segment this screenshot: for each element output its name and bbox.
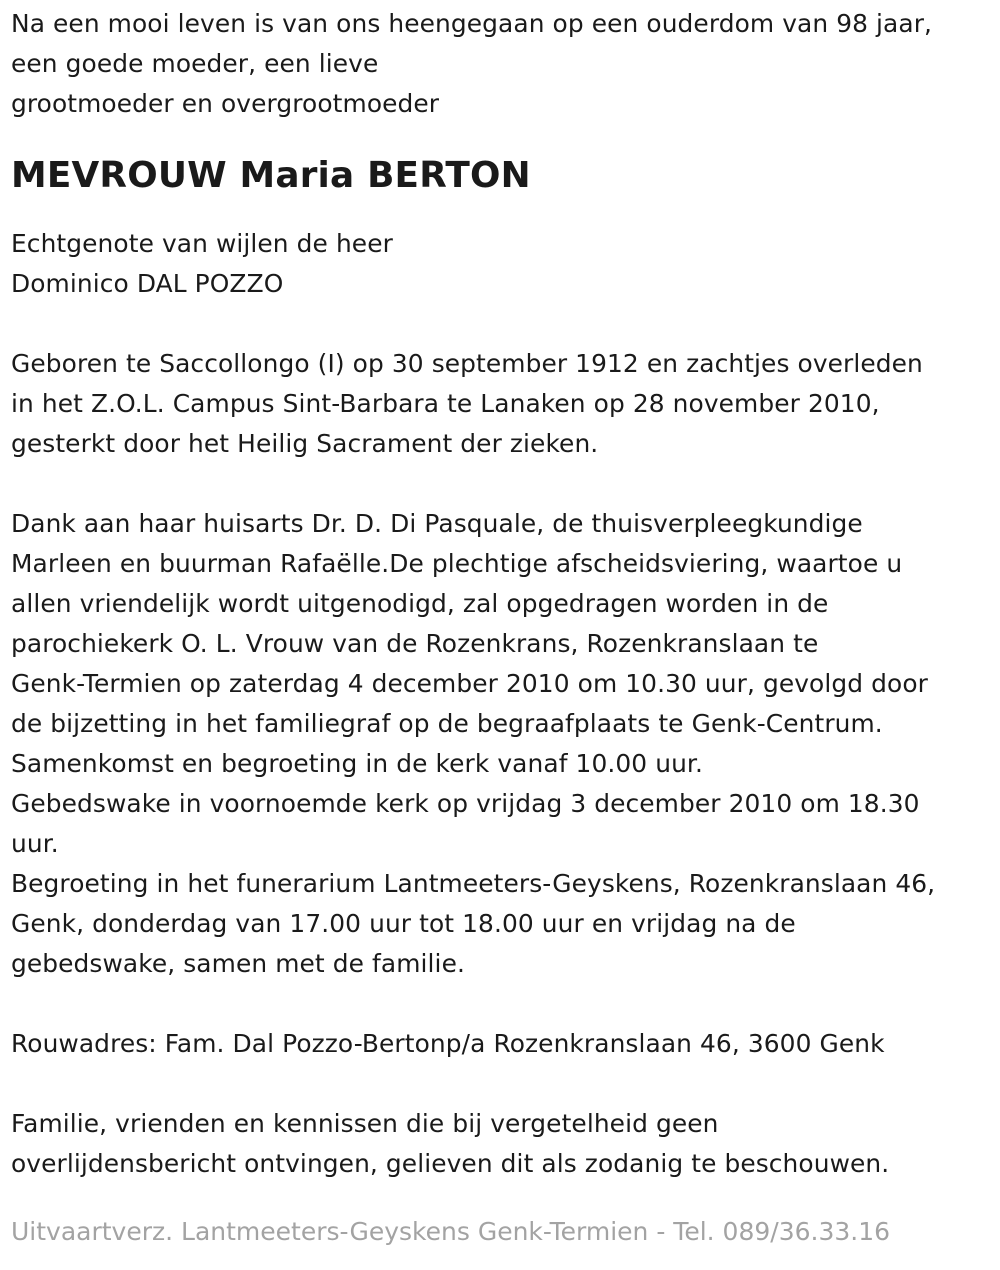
- birth-death-paragraph: [11, 344, 996, 464]
- ceremony-line: Marleen en buurman Rafaëlle.De plechtige afscheidsviering, waartoe u: [11, 548, 903, 578]
- notice-line: Familie, vrienden en kennissen die bij vergetelheid geen: [11, 1108, 719, 1138]
- spouse-paragraph: [11, 224, 996, 304]
- obituary-notice: [11, 4, 996, 1184]
- spouse-line: Echtgenote van wijlen de heer: [11, 228, 393, 258]
- ceremony-line: Samenkomst en begroeting in de kerk vanaf 10.00 uur.: [11, 748, 703, 778]
- intro-line: een goede moeder, een lieve: [11, 49, 379, 78]
- address-paragraph: [11, 1024, 996, 1064]
- intro-paragraph: [11, 4, 996, 124]
- paragraph-spacer: [11, 1064, 996, 1104]
- spouse-line: Dominico DAL POZZO: [11, 268, 284, 298]
- paragraph-spacer: [11, 464, 996, 504]
- ceremony-line: Dank aan haar huisarts Dr. D. Di Pasquale, de thuisverpleegkundige: [11, 508, 863, 538]
- address-line: Rouwadres: Fam. Dal Pozzo-Bertonp/a Rozenkranslaan 46, 3600 Genk: [11, 1028, 885, 1058]
- ceremony-line: gebedswake, samen met de familie.: [11, 948, 465, 978]
- ceremony-line: uur.: [11, 828, 59, 858]
- notice-line: overlijdensbericht ontvingen, gelieven dit als zodanig te beschouwen.: [11, 1148, 890, 1178]
- ceremony-line: Genk-Termien op zaterdag 4 december 2010 om 10.30 uur, gevolgd door: [11, 668, 928, 698]
- ceremony-line: Genk, donderdag van 17.00 uur tot 18.00 uur en vrijdag na de: [11, 908, 796, 938]
- deceased-name: MEVROUW Maria BERTON: [11, 155, 531, 196]
- ceremony-line: de bijzetting in het familiegraf op de begraafplaats te Genk-Centrum.: [11, 708, 883, 738]
- paragraph-spacer: [11, 984, 996, 1024]
- paragraph-spacer: [11, 304, 996, 344]
- birth-death-line: gesterkt door het Heilig Sacrament der zieken.: [11, 428, 599, 458]
- intro-line: Na een mooi leven is van ons heengegaan op een ouderdom van 98 jaar,: [11, 9, 933, 38]
- birth-death-line: Geboren te Saccollongo (I) op 30 september 1912 en zachtjes overleden: [11, 348, 923, 378]
- ceremony-line: Begroeting in het funerarium Lantmeeters-Geyskens, Rozenkranslaan 46,: [11, 868, 936, 898]
- funeral-home-footer: Uitvaartverz. Lantmeeters-Geyskens Genk-Termien - Tel. 089/36.33.16: [11, 1217, 891, 1246]
- ceremony-line: allen vriendelijk wordt uitgenodigd, zal opgedragen worden in de: [11, 588, 829, 618]
- ceremony-line: parochiekerk O. L. Vrouw van de Rozenkrans, Rozenkranslaan te: [11, 628, 819, 658]
- ceremony-paragraph: [11, 504, 996, 984]
- birth-death-line: in het Z.O.L. Campus Sint-Barbara te Lanaken op 28 november 2010,: [11, 388, 880, 418]
- notice-paragraph: [11, 1104, 996, 1184]
- ceremony-line: Gebedswake in voornoemde kerk op vrijdag 3 december 2010 om 18.30: [11, 788, 920, 818]
- intro-line: grootmoeder en overgrootmoeder: [11, 89, 440, 118]
